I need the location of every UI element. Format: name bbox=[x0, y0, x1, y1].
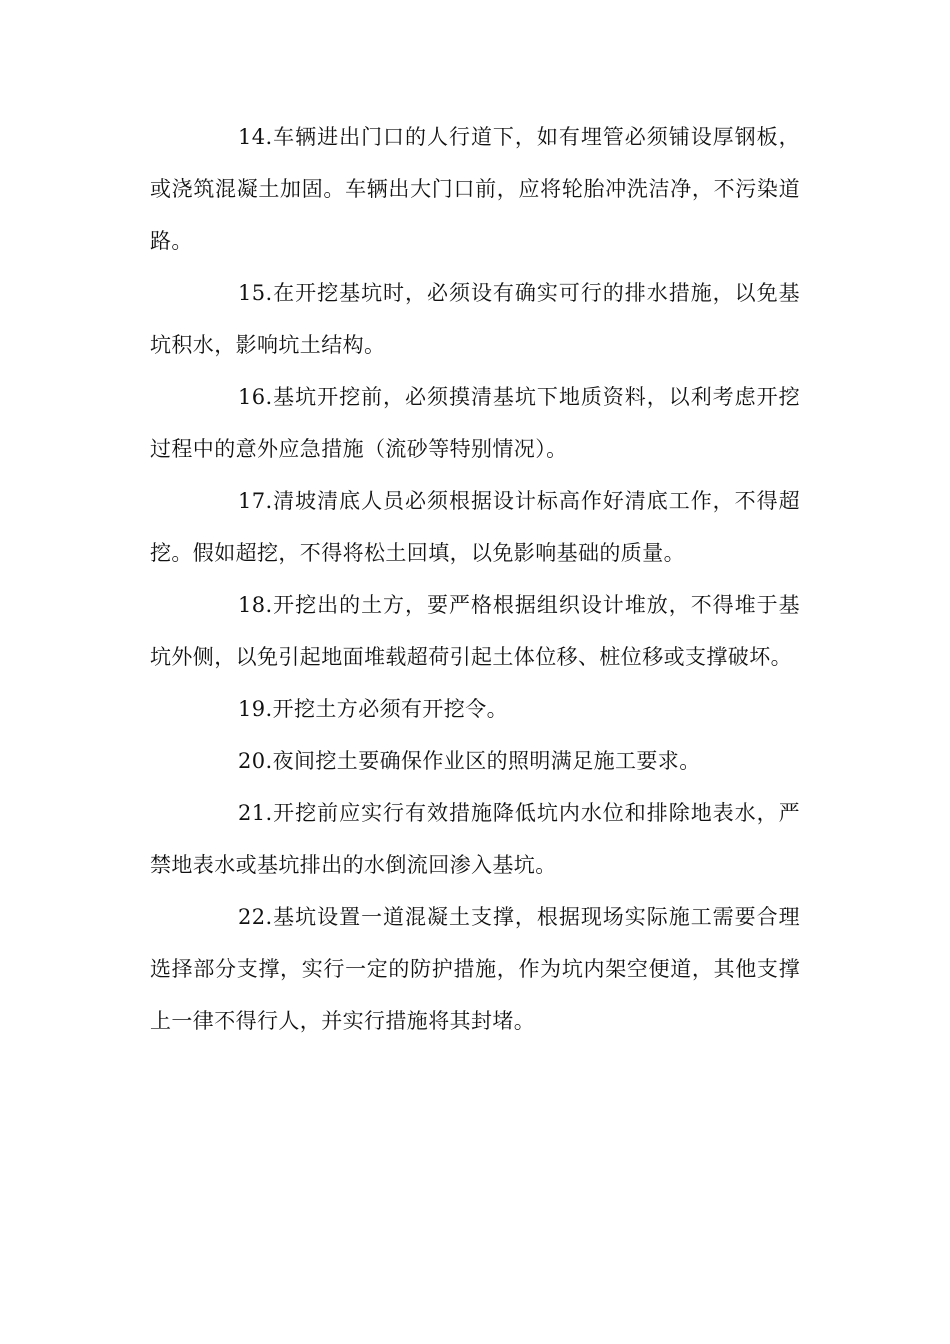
paragraph-14: 14.车辆进出门口的人行道下，如有埋管必须铺设厚钢板，或浇筑混凝土加固。车辆出大门口前，应将轮胎冲洗洁净，不污染道路。 bbox=[150, 125, 800, 253]
paragraph-17: 17.清坡清底人员必须根据设计标高作好清底工作，不得超挖。假如超挖，不得将松土回填，以免影响基础的质量。 bbox=[150, 489, 800, 565]
paragraph-19: 19.开挖土方必须有开挖令。 bbox=[238, 697, 508, 721]
paragraph-15: 15.在开挖基坑时，必须设有确实可行的排水措施，以免基坑积水，影响坑土结构。 bbox=[150, 281, 800, 357]
paragraph-22: 22.基坑设置一道混凝土支撑，根据现场实际施工需要合理选择部分支撑，实行一定的防护措施，作为坑内架空便道，其他支撑上一律不得行人，并实行措施将其封堵。 bbox=[150, 905, 800, 1033]
paragraph-20: 20.夜间挖土要确保作业区的照明满足施工要求。 bbox=[238, 749, 701, 773]
paragraph-16: 16.基坑开挖前，必须摸清基坑下地质资料，以利考虑开挖过程中的意外应急措施（流砂等特别情况）。 bbox=[150, 385, 800, 461]
paragraph-18: 18.开挖出的土方，要严格根据组织设计堆放，不得堆于基坑外侧，以免引起地面堆载超荷引起土体位移、桩位移或支撑破坏。 bbox=[150, 593, 800, 669]
paragraph-21: 21.开挖前应实行有效措施降低坑内水位和排除地表水，严禁地表水或基坑排出的水倒流回渗入基坑。 bbox=[150, 801, 800, 877]
document-body bbox=[150, 111, 800, 1047]
